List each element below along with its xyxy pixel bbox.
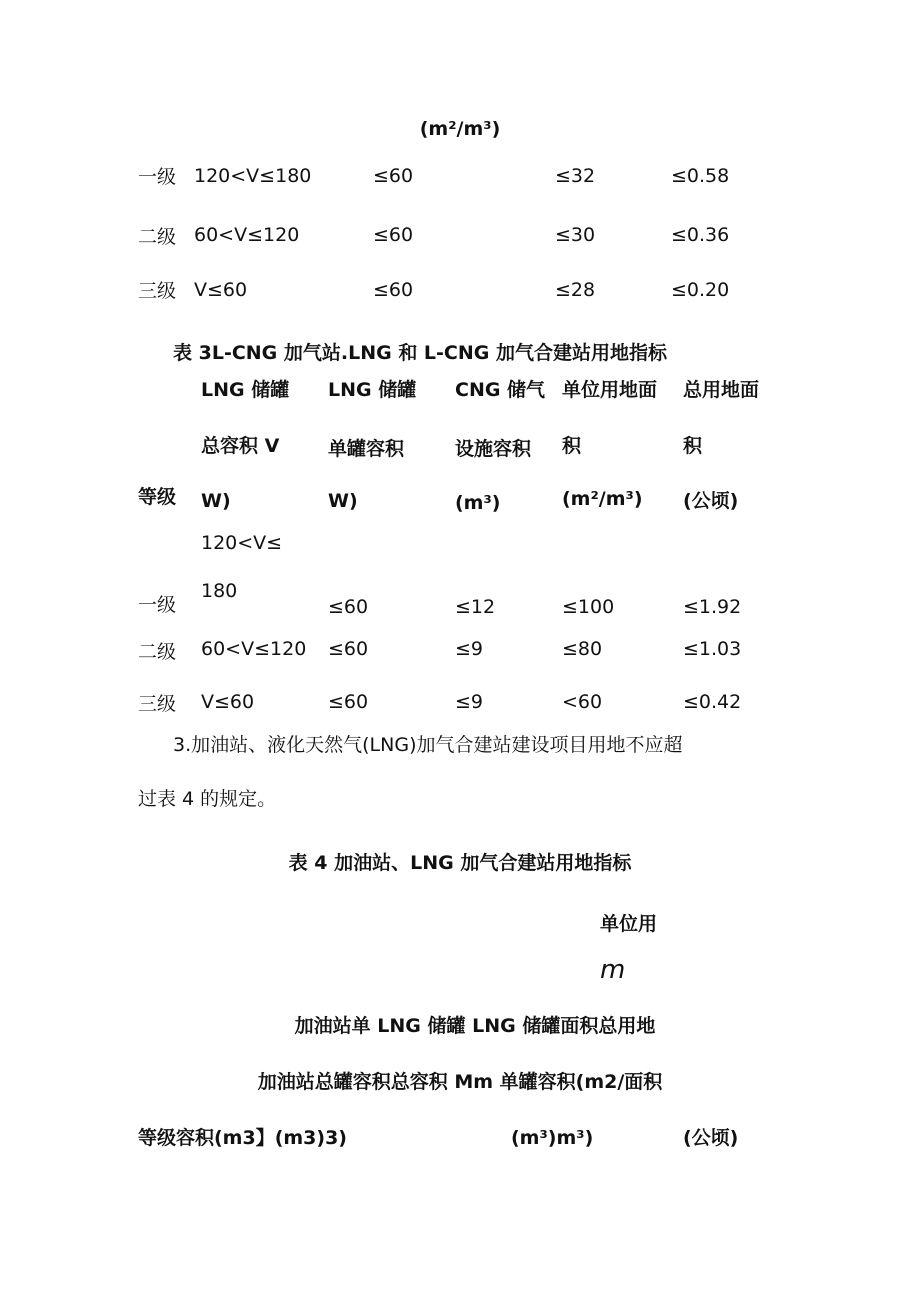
table3-header-col2: 单罐容积 [328, 438, 405, 460]
table2-cell: ≤0.58 [671, 165, 730, 187]
table2-cell: ≤28 [555, 279, 596, 301]
paragraph-line: 过表 4 的规定。 [138, 788, 277, 810]
table3-header-col1: W) [201, 490, 231, 512]
table3-cell: ≤1.03 [683, 638, 742, 660]
table3-header-col1: LNG 储罐 [201, 379, 290, 401]
table3-header-col5: (公顷) [683, 490, 739, 512]
table4-header-unit: 单位用 [600, 913, 658, 935]
table3-volume: 60<V≤120 [201, 638, 307, 660]
table3-cell: ≤12 [455, 596, 496, 618]
table3-volume: 120<V≤ [201, 532, 283, 554]
table4-header-line: 加油站单 LNG 储罐 LNG 储罐面积总用地 [294, 1015, 656, 1037]
table2-volume: 120<V≤180 [194, 165, 312, 187]
table3-cell: ≤100 [562, 596, 615, 618]
table3-cell: ≤60 [328, 691, 369, 713]
table4-header-unit-m: m [600, 955, 626, 985]
table2-grade: 二级 [138, 226, 177, 248]
table3-header-col5: 积 [683, 435, 703, 457]
table3-volume: 180 [201, 580, 238, 602]
table2-cell: ≤60 [373, 224, 414, 246]
table3-cell: ≤1.92 [683, 596, 742, 618]
table2-cell: ≤60 [373, 279, 414, 301]
table3-cell: ≤9 [455, 691, 484, 713]
table4-header-line: (m³)m³) [511, 1127, 594, 1149]
table3-cell: ≤80 [562, 638, 603, 660]
table4-title: 表 4 加油站、LNG 加气合建站用地指标 [288, 852, 632, 874]
table2-cell: ≤30 [555, 224, 596, 246]
table3-cell: ≤60 [328, 596, 369, 618]
table3-volume: V≤60 [201, 691, 255, 713]
table3-cell: ≤60 [328, 638, 369, 660]
table2-cell: ≤32 [555, 165, 596, 187]
table4-header-line: 等级容积(m3】(m3)3) [138, 1127, 347, 1149]
paragraph-line: 3.加油站、液化天然气(LNG)加气合建站建设项目用地不应超 [173, 734, 683, 756]
table2-grade: 一级 [138, 166, 177, 188]
table3-header-col2: LNG 储罐 [328, 379, 417, 401]
table2-volume: 60<V≤120 [194, 224, 300, 246]
table2-unit-header: (m²/m³) [419, 118, 501, 140]
table3-header-col1: 总容积 V [201, 435, 280, 457]
table3-header-col3: (m³) [455, 492, 501, 514]
table4-header-line: (公顷) [683, 1127, 739, 1149]
table4-header-line: 加油站总罐容积总容积 Mm 单罐容积(m2/面积 [257, 1071, 663, 1093]
table3-grade: 二级 [138, 641, 177, 663]
table3-header-col3: CNG 储气 [455, 379, 546, 401]
table3-header-col5: 总用地面 [683, 379, 760, 401]
table3-grade: 一级 [138, 594, 177, 616]
table3-header-col2: W) [328, 490, 358, 512]
table3-header-col4: (m²/m³) [562, 488, 643, 510]
table3-cell: ≤9 [455, 638, 484, 660]
table2-cell: ≤0.36 [671, 224, 730, 246]
table3-title: 表 3L-CNG 加气站.LNG 和 L-CNG 加气合建站用地指标 [173, 342, 667, 364]
table3-header-col4: 积 [562, 435, 582, 457]
table3-cell: ≤0.42 [683, 691, 742, 713]
table3-cell: <60 [562, 691, 603, 713]
table3-header-col4: 单位用地面 [562, 379, 658, 401]
table2-grade: 三级 [138, 280, 177, 302]
table2-volume: V≤60 [194, 279, 248, 301]
table3-grade: 三级 [138, 693, 177, 715]
table3-header-col3: 设施容积 [455, 438, 532, 460]
table3-header-grade: 等级 [138, 486, 177, 508]
table2-cell: ≤0.20 [671, 279, 730, 301]
table2-cell: ≤60 [373, 165, 414, 187]
